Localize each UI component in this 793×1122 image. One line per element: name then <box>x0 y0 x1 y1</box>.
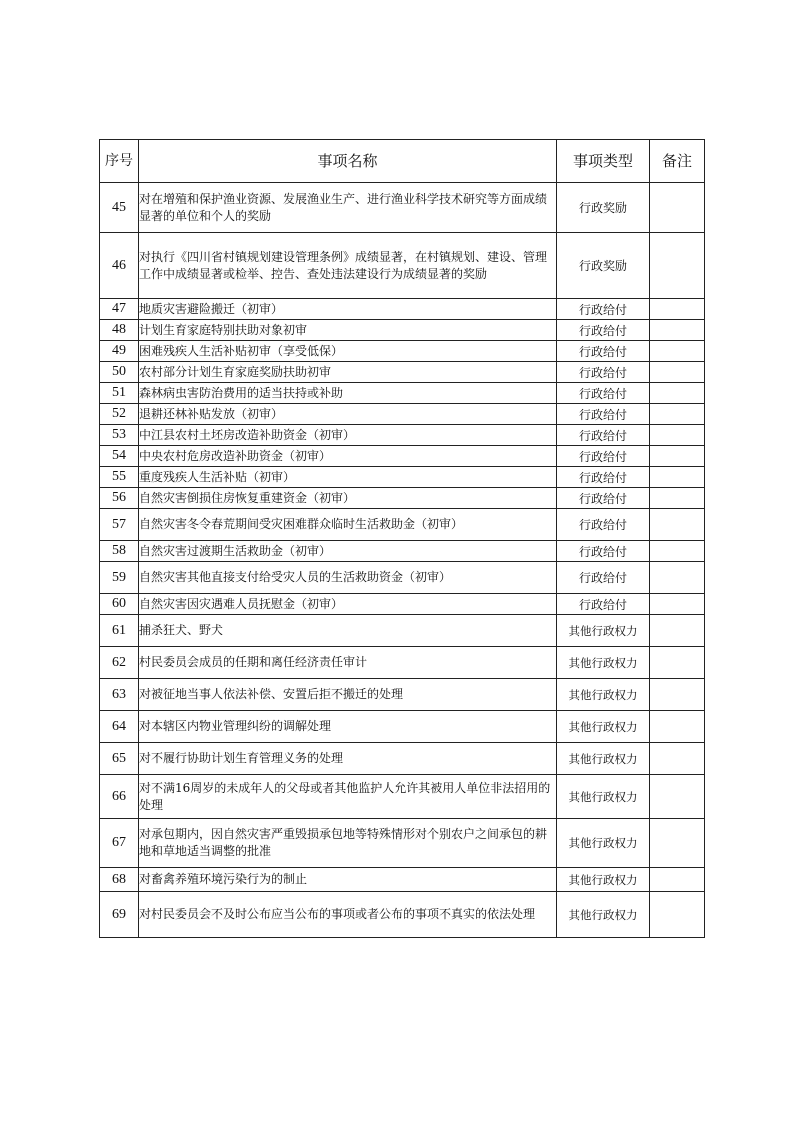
table-row <box>100 383 705 404</box>
table-row <box>100 615 705 647</box>
row-note <box>650 594 705 615</box>
row-note <box>650 892 705 938</box>
row-note <box>650 562 705 594</box>
table-row <box>100 819 705 868</box>
row-note <box>650 819 705 868</box>
row-type: 行政给付 <box>557 425 650 446</box>
table-row <box>100 233 705 299</box>
header-note: 备注 <box>650 140 705 183</box>
header-type: 事项类型 <box>557 140 650 183</box>
row-type: 行政奖励 <box>557 183 650 233</box>
table-row <box>100 299 705 320</box>
row-name: 农村部分计划生育家庭奖励扶助初审 <box>139 362 557 383</box>
row-type: 其他行政权力 <box>557 775 650 819</box>
row-name: 村民委员会成员的任期和离任经济责任审计 <box>139 647 557 679</box>
row-no: 53 <box>100 425 139 446</box>
row-no: 47 <box>100 299 139 320</box>
row-name: 对不履行协助计划生育管理义务的处理 <box>139 743 557 775</box>
row-type: 其他行政权力 <box>557 647 650 679</box>
row-no: 64 <box>100 711 139 743</box>
table-row <box>100 320 705 341</box>
row-note <box>650 615 705 647</box>
row-note <box>650 711 705 743</box>
row-type: 其他行政权力 <box>557 819 650 868</box>
row-name: 对承包期内，因自然灾害严重毁损承包地等特殊情形对个别农户之间承包的耕地和草地适当调整的批准 <box>139 819 557 868</box>
row-note <box>650 868 705 892</box>
row-type: 其他行政权力 <box>557 743 650 775</box>
row-note <box>650 541 705 562</box>
row-no: 59 <box>100 562 139 594</box>
row-no: 51 <box>100 383 139 404</box>
row-type: 行政给付 <box>557 320 650 341</box>
row-name: 对本辖区内物业管理纠纷的调解处理 <box>139 711 557 743</box>
row-note <box>650 320 705 341</box>
row-no: 55 <box>100 467 139 488</box>
table-row <box>100 594 705 615</box>
table-row <box>100 362 705 383</box>
row-type: 行政给付 <box>557 594 650 615</box>
table-row <box>100 647 705 679</box>
row-no: 67 <box>100 819 139 868</box>
row-name: 自然灾害其他直接支付给受灾人员的生活救助资金（初审） <box>139 562 557 594</box>
row-no: 66 <box>100 775 139 819</box>
row-name: 地质灾害避险搬迁（初审） <box>139 299 557 320</box>
row-no: 68 <box>100 868 139 892</box>
row-type: 其他行政权力 <box>557 868 650 892</box>
row-type: 行政奖励 <box>557 233 650 299</box>
row-type: 其他行政权力 <box>557 679 650 711</box>
row-no: 58 <box>100 541 139 562</box>
table-row <box>100 679 705 711</box>
row-note <box>650 299 705 320</box>
row-note <box>650 743 705 775</box>
row-name: 森林病虫害防治费用的适当扶持或补助 <box>139 383 557 404</box>
row-type: 其他行政权力 <box>557 711 650 743</box>
row-name: 自然灾害因灾遇难人员抚慰金（初审） <box>139 594 557 615</box>
row-no: 69 <box>100 892 139 938</box>
table-row <box>100 892 705 938</box>
row-name: 计划生育家庭特别扶助对象初审 <box>139 320 557 341</box>
row-no: 56 <box>100 488 139 509</box>
row-type: 其他行政权力 <box>557 615 650 647</box>
row-name: 对执行《四川省村镇规划建设管理条例》成绩显著，在村镇规划、建设、管理工作中成绩显著或检举、控告、查处违法建设行为成绩显著的奖励 <box>139 233 557 299</box>
row-note <box>650 183 705 233</box>
row-type: 行政给付 <box>557 362 650 383</box>
table-row <box>100 743 705 775</box>
table-row <box>100 341 705 362</box>
table-row <box>100 541 705 562</box>
row-type: 行政给付 <box>557 541 650 562</box>
row-note <box>650 383 705 404</box>
row-no: 60 <box>100 594 139 615</box>
row-type: 行政给付 <box>557 383 650 404</box>
row-no: 49 <box>100 341 139 362</box>
row-note <box>650 509 705 541</box>
row-note <box>650 467 705 488</box>
table-row <box>100 775 705 819</box>
row-no: 46 <box>100 233 139 299</box>
row-note <box>650 425 705 446</box>
row-no: 45 <box>100 183 139 233</box>
table-row <box>100 868 705 892</box>
row-no: 48 <box>100 320 139 341</box>
row-note <box>650 341 705 362</box>
row-name: 重度残疾人生活补贴（初审） <box>139 467 557 488</box>
table-row <box>100 467 705 488</box>
row-no: 63 <box>100 679 139 711</box>
table-body <box>100 183 705 938</box>
row-no: 61 <box>100 615 139 647</box>
row-note <box>650 488 705 509</box>
row-note <box>650 647 705 679</box>
row-type: 行政给付 <box>557 299 650 320</box>
row-type: 行政给付 <box>557 509 650 541</box>
row-type: 行政给付 <box>557 341 650 362</box>
row-note <box>650 679 705 711</box>
row-name: 对不满16周岁的未成年人的父母或者其他监护人允许其被用人单位非法招用的处理 <box>139 775 557 819</box>
row-no: 54 <box>100 446 139 467</box>
row-name: 中央农村危房改造补助资金（初审） <box>139 446 557 467</box>
table-row <box>100 425 705 446</box>
header-row <box>100 140 705 183</box>
row-type: 行政给付 <box>557 488 650 509</box>
row-type: 行政给付 <box>557 467 650 488</box>
row-type: 其他行政权力 <box>557 892 650 938</box>
table-row <box>100 404 705 425</box>
row-note <box>650 446 705 467</box>
row-no: 57 <box>100 509 139 541</box>
row-name: 退耕还林补贴发放（初审） <box>139 404 557 425</box>
table-row <box>100 488 705 509</box>
row-type: 行政给付 <box>557 404 650 425</box>
row-no: 52 <box>100 404 139 425</box>
row-name: 捕杀狂犬、野犬 <box>139 615 557 647</box>
header-name: 事项名称 <box>139 140 557 183</box>
table-row <box>100 562 705 594</box>
row-type: 行政给付 <box>557 562 650 594</box>
row-note <box>650 233 705 299</box>
row-note <box>650 404 705 425</box>
table-row <box>100 183 705 233</box>
row-name: 自然灾害冬令春荒期间受灾困难群众临时生活救助金（初审） <box>139 509 557 541</box>
row-note <box>650 775 705 819</box>
row-note <box>650 362 705 383</box>
power-list-table <box>99 139 705 938</box>
row-no: 65 <box>100 743 139 775</box>
table-row <box>100 509 705 541</box>
row-name: 困难残疾人生活补贴初审（享受低保） <box>139 341 557 362</box>
row-type: 行政给付 <box>557 446 650 467</box>
row-name: 对在增殖和保护渔业资源、发展渔业生产、进行渔业科学技术研究等方面成绩显著的单位和个人的奖励 <box>139 183 557 233</box>
row-name: 自然灾害倒损住房恢复重建资金（初审） <box>139 488 557 509</box>
table-row <box>100 446 705 467</box>
row-name: 对村民委员会不及时公布应当公布的事项或者公布的事项不真实的依法处理 <box>139 892 557 938</box>
row-name: 自然灾害过渡期生活救助金（初审） <box>139 541 557 562</box>
header-no: 序号 <box>100 140 139 183</box>
row-no: 50 <box>100 362 139 383</box>
row-name: 中江县农村土坯房改造补助资金（初审） <box>139 425 557 446</box>
table-row <box>100 711 705 743</box>
row-no: 62 <box>100 647 139 679</box>
row-name: 对畜禽养殖环境污染行为的制止 <box>139 868 557 892</box>
row-name: 对被征地当事人依法补偿、安置后拒不搬迁的处理 <box>139 679 557 711</box>
